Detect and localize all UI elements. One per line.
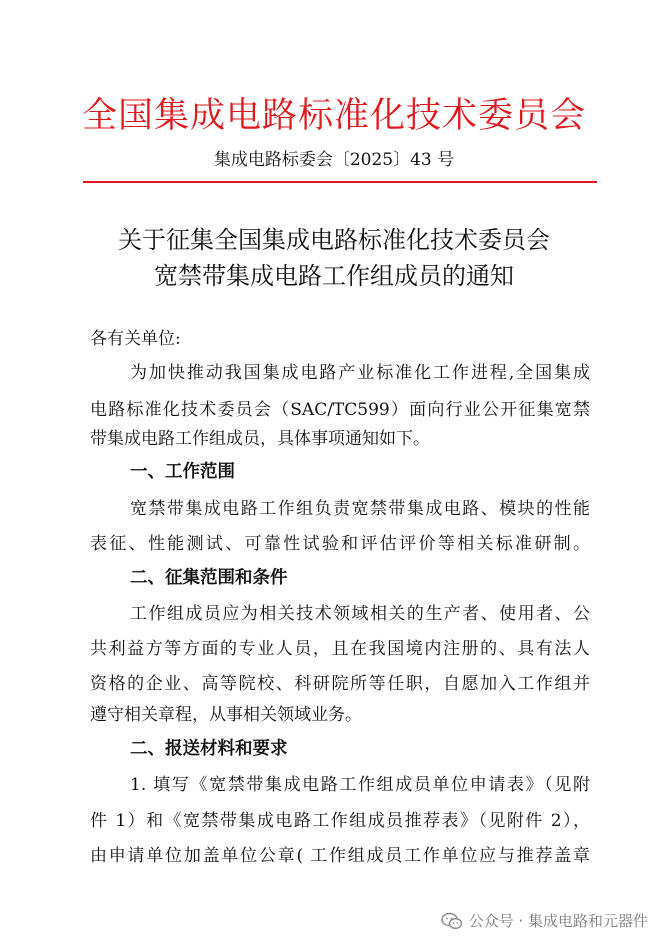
salutation: 各有关单位: — [90, 329, 181, 349]
watermark-text: 公众号 · 集成电路和元器件 — [468, 912, 648, 930]
section-3-line-2: 件 1）和《宽禁带集成电路工作组成员推荐表》（见附件 2）， — [90, 811, 590, 831]
section-1-line-1: 宽禁带集成电路工作组负责宽禁带集成电路、模块的性能 — [130, 499, 590, 519]
section-3-heading: 二、报送材料和要求 — [130, 739, 288, 759]
intro-line-1: 为加快推动我国集成电路产业标准化工作进程,全国集成 — [130, 363, 590, 383]
org-title: 全国集成电路标准化技术委员会 — [81, 96, 586, 136]
notice-title-line-2: 宽禁带集成电路工作组成员的通知 — [154, 262, 514, 290]
section-2-line-4: 遵守相关章程，从事相关领域业务。 — [90, 705, 362, 725]
notice-title — [0, 222, 668, 294]
section-1-heading: 一、工作范围 — [130, 462, 235, 482]
intro-line-3: 带集成电路工作组成员，具体事项通知如下。 — [90, 429, 430, 449]
wechat-watermark — [441, 910, 648, 931]
section-3-line-3: 由申请单位加盖单位公章( 工作组成员工作单位应与推荐盖章 — [90, 846, 590, 866]
section-2-heading: 二、征集范围和条件 — [130, 568, 288, 588]
section-2-line-3: 资格的企业、高等院校、科研院所等任职，自愿加入工作组并 — [90, 674, 590, 694]
red-divider — [83, 181, 597, 183]
document-number: 集成电路标委会〔2025〕43 号 — [213, 150, 455, 170]
section-3-line-1: 1. 填写《宽禁带集成电路工作组成员单位申请表》（见附 — [130, 775, 590, 795]
intro-line-2: 电路标准化技术委员会（SAC/TC599）面向行业公开征集宽禁 — [90, 400, 590, 420]
section-2-line-2: 共利益方等方面的专业人员，且在我国境内注册的、具有法人 — [90, 639, 590, 659]
notice-title-line-1: 关于征集全国集成电路标准化技术委员会 — [118, 226, 550, 254]
section-2-line-1: 工作组成员应为相关技术领域相关的生产者、使用者、公 — [130, 604, 590, 624]
section-1-line-2: 表征、性能测试、可靠性试验和评估评价等相关标准研制。 — [90, 534, 590, 554]
wechat-icon — [441, 912, 463, 930]
